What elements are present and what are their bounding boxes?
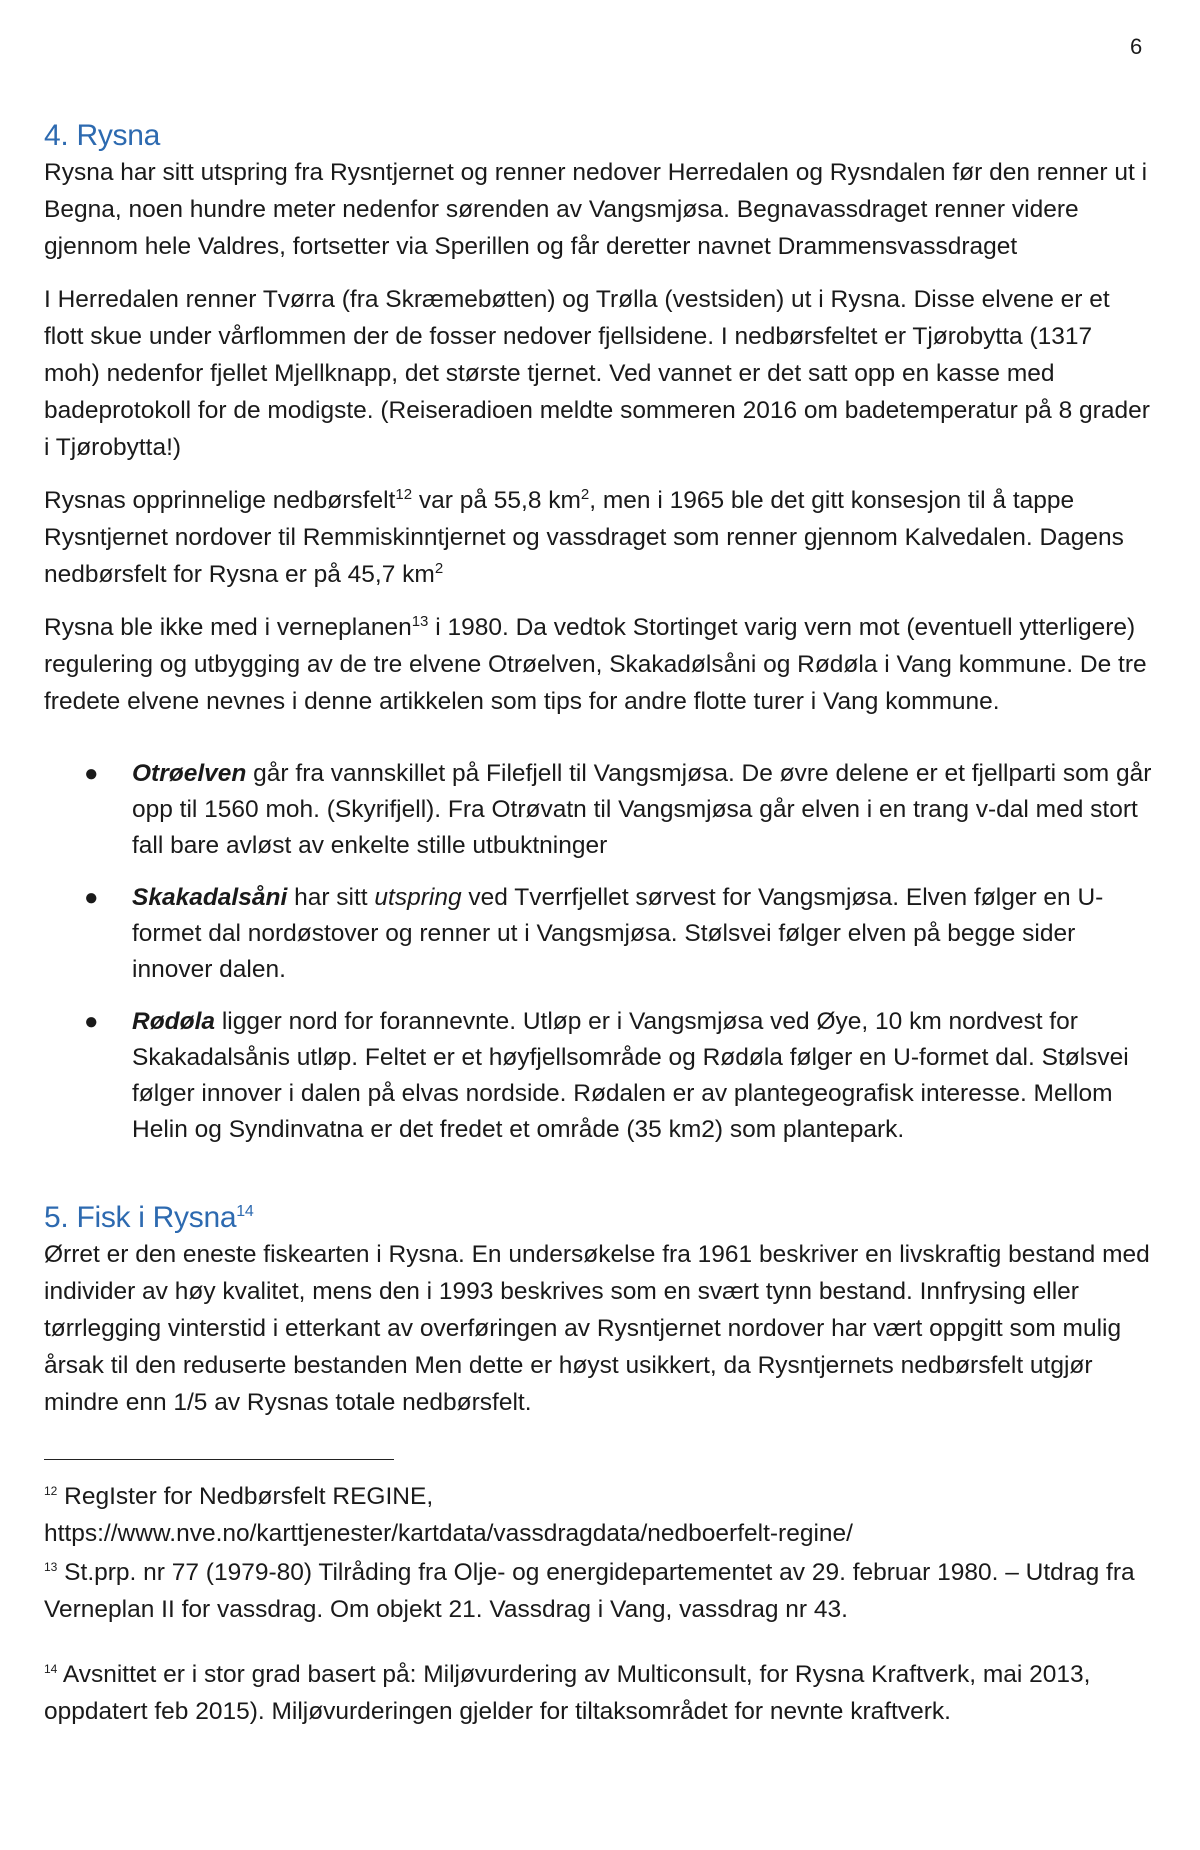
footnote-text: RegIster for Nedbørsfelt REGINE, https://www.nve.no/karttjenester/kartdata/vassdragdata/nedboerfelt-regine/ [44,1483,853,1547]
list-item [44,756,1154,864]
river-name: Rødøla [132,1008,216,1035]
footnote-text: Avsnittet er i stor grad basert på: Miljøvurdering av Multiconsult, for Rysna Kraftverk, mai 2013, oppdatert feb 2015). Miljøvurderingen gjelder for tiltaksområdet for nevnte kraftverk. [44,1661,1091,1725]
text-segment: i 1980. Da vedtok Stortinget varig vern mot (eventuell ytterligere) regulering og utbygging av de tre elvene Otrøelven, Skakadølsåni og Rødøla i Vang kommune. De tre fredete elvene nevnes i denne artikkelen som tips for andre flotte turer i Vang kommune. [44,614,1147,715]
river-name: Skakadalsåni [132,884,288,911]
footnote-number: 12 [44,1483,58,1498]
section-heading: 4. Rysna [44,119,160,152]
text-segment: Rysna ble ikke med i verneplanen [44,614,412,641]
paragraph-herredalen: I Herredalen renner Tvørra (fra Skræmebøtten) og Trølla (vestsiden) ut i Rysna. Disse elvene er et flott skue under vårflommen der de fosser nedover fjellsidene. I nedbørsfeltet er Tjørobytta (1317 moh) nedenfor fjellet Mjellknapp, det største tjernet. Ved vannet er det satt opp en kasse med badeprotokoll for de modigste. (Reiseradioen meldte sommeren 2016 om badetemperatur på 8 grader i Tjørobytta!) [44,286,1150,461]
footnote-ref: 14 [236,1203,254,1220]
footnote-ref: 13 [411,612,429,630]
text-segment: har sitt [287,884,375,911]
list-item [44,880,1154,988]
paragraph-catchment [44,482,1154,593]
paragraph-protection [44,609,1154,720]
page-number: 6 [1130,34,1143,59]
text-segment: , men i 1965 ble det gitt konsesjon til å tappe Rysntjernet nordover til Remmiskinntjernet og vassdraget som renner gjennom Kalvedalen. Dagens nedbørsfelt for Rysna er på 45,7 km [44,487,1124,588]
italic-term: utspring [374,884,462,911]
footnote [44,1554,1154,1628]
section-fish [44,1200,1154,1421]
section-rysna [44,118,1154,1148]
paragraph-origin: Rysna har sitt utspring fra Rysntjernet og renner nedover Herredalen og Rysndalen før den renner ut i Begna, noen hundre meter nedenfor sørenden av Vangsmjøsa. Begnavassdraget renner videre gjennom hele Valdres, fortsetter via Sperillen og får deretter navnet Drammensvassdraget [44,159,1148,260]
river-name: Otrøelven [132,760,247,787]
river-description: ved Tverrfjellet sørvest for Vangsmjøsa. Elven følger en U-formet dal nordøstover og renner ut i Vangsmjøsa. Stølsvei følger elven på begge sider innover dalen. [132,884,1104,983]
footnote-text: St.prp. nr 77 (1979-80) Tilråding fra Olje- og energidepartementet av 29. februar 1980. – Utdrag fra Verneplan II for vassdrag. Om objekt 21. Vassdrag i Vang, vassdrag nr 43. [44,1559,1135,1623]
text-segment: var på 55,8 km [412,487,581,514]
section-heading [44,1200,1154,1236]
footnote [44,1478,1154,1552]
footnote-number: 13 [44,1559,58,1574]
heading-text: 5. Fisk i Rysna [44,1201,237,1234]
superscript: 2 [580,485,590,503]
footnotes [44,1478,1154,1730]
river-description: går fra vannskillet på Filefjell til Vangsmjøsa. De øvre delene er et fjellparti som går opp til 1560 moh. (Skyrifjell). Fra Otrøvatn til Vangsmjøsa går elven i en trang v-dal med stort fall bare avløst av enkelte stille utbuktninger [132,760,1152,859]
bullet-icon: ● [84,884,99,911]
bullet-icon: ● [84,760,99,787]
footnote-divider [44,1459,394,1460]
footnote [44,1656,1154,1730]
bullet-icon: ● [84,1008,99,1035]
footnote-ref: 12 [395,485,413,503]
footnote-number: 14 [44,1661,58,1676]
page-content [44,118,1154,1730]
list-item [44,1004,1154,1148]
protected-rivers-list [44,756,1154,1148]
paragraph-fish: Ørret er den eneste fiskearten i Rysna. En undersøkelse fra 1961 beskriver en livskraftig bestand med individer av høy kvalitet, mens den i 1993 beskrives som en svært tynn bestand. Innfrysing eller tørrlegging vinterstid i etterkant av overføringen av Rysntjernet nordover har vært oppgitt som mulig årsak til den reduserte bestanden Men dette er høyst usikkert, da Rysntjernets nedbørsfelt utgjør mindre enn 1/5 av Rysnas totale nedbørsfelt. [44,1241,1150,1416]
river-description: ligger nord for forannevnte. Utløp er i Vangsmjøsa ved Øye, 10 km nordvest for Skakadalsånis utløp. Feltet er et høyfjellsområde og Rødøla følger en U-formet dal. Stølsvei følger innover i dalen på elvas nordside. Rødalen er av plantegeografisk interesse. Mellom Helin og Syndinvatna er det fredet et område (35 km2) som plantepark. [132,1008,1129,1143]
superscript: 2 [434,559,444,577]
text-segment: Rysnas opprinnelige nedbørsfelt [44,487,396,514]
